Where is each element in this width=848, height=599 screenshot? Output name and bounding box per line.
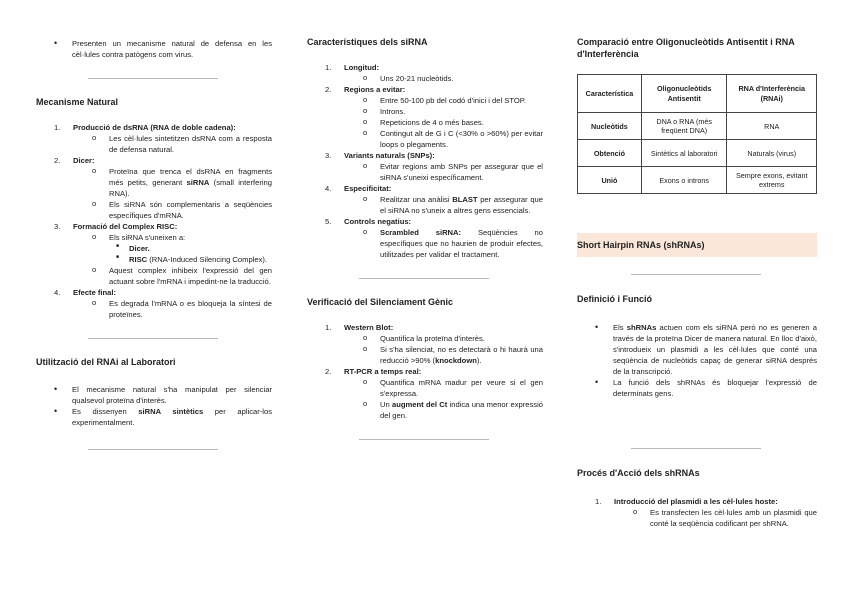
verify-item-1-sub-2: o Si s'ha silenciat, no es detectarà o hi haurà una reducció >90% (knockdown).: [307, 344, 543, 366]
definition-bullet-1: • Els shRNAs actuen com els siRNA però no es generen a través de la proteïna Dicer de manera natural. En lloc d'això, s'introdueix un plasmidi a les cèl·lules que conté una seqüència de nucleòtids capaç de generar siRNA després de la transcripció.: [577, 322, 817, 377]
features-item-2: 2. Regions a evitar:: [325, 85, 406, 95]
features-item-3-sub: o Evitar regions amb SNPs per assegurar que el siRNA s'uneixi específicament.: [307, 161, 543, 183]
features-item-2-sub-2: o Introns.: [307, 106, 543, 117]
table-header-cell: Oligonucleòtids Antisentit: [641, 75, 727, 113]
natural-item-3: 3. Formació del Complex RISC:: [54, 222, 178, 232]
natural-item-3-risc: ■ RISC (RNA-Induced Silencing Complex).: [36, 254, 272, 265]
natural-item-4-sub: o Es degrada l'mRNA o es bloqueja la síntesi de proteïnes.: [36, 298, 272, 320]
features-item-2-sub-1: o Entre 50-100 pb del codó d'inici i del STOP.: [307, 95, 543, 106]
table-row: [578, 167, 817, 194]
process-item-1-sub: o Es transfecten les cèl·lules amb un plasmidi que conté la seqüència codificant per shRNA.: [577, 507, 817, 529]
table-header-row: [578, 75, 817, 113]
features-item-4-sub: o Realitzar una anàlisi BLAST per assegurar que el siRNA no s'uneix a altres gens essencials.: [307, 194, 543, 216]
compare-table: [577, 74, 817, 194]
column-1: [36, 0, 272, 599]
table-row: [578, 113, 817, 140]
compare-title: Comparació entre Oligonucleòtids Antisentit i RNA d'Interferència: [577, 37, 795, 60]
verify-item-2-sub-2: o Un augment del Ct indica una menor expressió del gen.: [307, 399, 543, 421]
features-item-5-sub: o Scrambled siRNA: Seqüències no específiques que no haurien de produir efectes, utilitzades per validar el tractament.: [307, 227, 543, 260]
lab-bullet-2: • Es dissenyen siRNA sintètics per aplicar-los experimentalment.: [36, 406, 272, 428]
definition-title: Definició i Funció: [577, 294, 653, 304]
features-item-1-sub: o Uns 20-21 nucleòtids.: [307, 73, 543, 84]
features-item-2-sub-3: o Repeticions de 4 o més bases.: [307, 117, 543, 128]
table-cell: DNA o RNA (més freqüent DNA): [641, 113, 727, 140]
table-header-cell: Característica: [578, 75, 642, 113]
table-cell: Sintètics al laboratori: [641, 140, 727, 167]
separator: [88, 338, 218, 339]
table-cell: Unió: [578, 167, 642, 194]
verify-title: Verificació del Silenciament Gènic: [307, 297, 454, 308]
natural-title: Mecanisme Natural: [36, 97, 119, 107]
table-cell: Sempre exons, evitant extrems: [727, 167, 817, 194]
verify-item-1: 1. Western Blot:: [325, 323, 394, 333]
features-item-4: 4. Especificitat:: [325, 184, 392, 194]
natural-item-2-sub-a: o Proteïna que trenca el dsRNA en fragments més petits, generant siRNA (small interfering RNA).: [36, 166, 272, 199]
definition-bullet-2: • La funció dels shRNAs és bloquejar l'expressió de determinats gens.: [577, 377, 817, 399]
process-block: [577, 496, 817, 529]
table-header-cell: RNA d'Interferència (RNAi): [727, 75, 817, 113]
separator: [88, 78, 218, 79]
separator: [88, 449, 218, 450]
lab-title: Utilització del RNAi al Laboratori: [36, 357, 176, 368]
natural-item-3-sub-after: o Aquest complex inhibeix l'expressió del gen actuant sobre l'mRNA i impedint-ne la traducció.: [36, 265, 272, 287]
natural-item-1: 1. Producció de dsRNA (RNA de doble cadena):: [54, 123, 236, 133]
separator: [631, 274, 761, 275]
lab-bullet-1: • El mecanisme natural s'ha manipulat per silenciar qualsevol proteïna d'interès.: [36, 384, 272, 406]
column-3: [577, 0, 817, 599]
table-cell: Obtenció: [578, 140, 642, 167]
definition-block: [577, 322, 817, 399]
table-cell: RNA: [727, 113, 817, 140]
verify-item-2: 2. RT-PCR a temps real:: [325, 367, 422, 377]
natural-item-2: 2. Dicer:: [54, 156, 95, 166]
verify-item-1-sub-1: o Quantifica la proteïna d'interès.: [307, 333, 543, 344]
shrna-title: Short Hairpin RNAs (shRNAs): [577, 240, 705, 250]
natural-item-4: 4. Efecte final:: [54, 288, 117, 298]
verify-item-2-sub-1: o Quantifica mRNA madur per veure si el gen s'expressa.: [307, 377, 543, 399]
table-cell: Naturals (virus): [727, 140, 817, 167]
features-item-2-sub-4: o Contingut alt de G i C (<30% o >60%) per evitar loops o plegaments.: [307, 128, 543, 150]
column-2: [307, 0, 543, 599]
features-item-1: 1. Longitud:: [325, 63, 379, 73]
process-item-1: 1. Introducció del plasmidi a les cèl·lules hoste:: [595, 497, 778, 506]
natural-item-3-sub-intro: o Els siRNA s'uneixen a:: [36, 232, 272, 243]
separator: [359, 278, 489, 279]
features-item-5: 5. Controls negatius:: [325, 217, 412, 227]
separator: [631, 448, 761, 449]
process-title: Procés d'Acció dels shRNAs: [577, 468, 700, 478]
features-title: Característiques dels siRNA: [307, 37, 428, 47]
features-item-3: 3. Variants naturals (SNPs):: [325, 151, 435, 161]
table-cell: Nucleòtids: [578, 113, 642, 140]
separator: [359, 439, 489, 440]
natural-item-1-sub: o Les cèl·lules sintetitzen dsRNA com a resposta de defensa natural.: [36, 133, 272, 155]
table-cell: Exons o introns: [641, 167, 727, 194]
natural-item-2-sub-b: o Els siRNA són complementaris a seqüències específiques d'mRNA.: [36, 199, 272, 221]
intro-bullet: • Presenten un mecanisme natural de defensa en les cèl·lules contra patògens com virus.: [36, 38, 272, 60]
table-row: [578, 140, 817, 167]
natural-item-3-dicer: ■ Dicer.: [36, 243, 272, 254]
